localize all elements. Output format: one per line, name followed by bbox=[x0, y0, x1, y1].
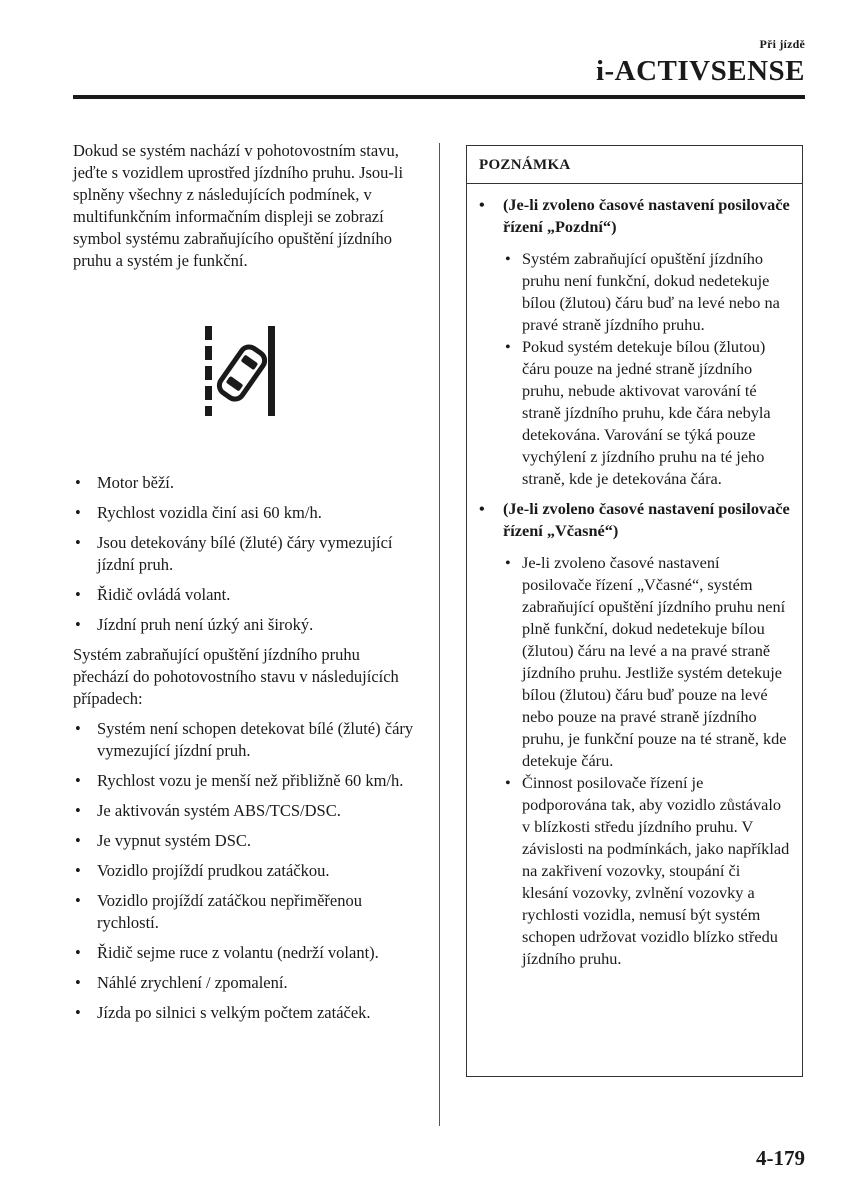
column-divider bbox=[439, 143, 440, 1126]
list-item: • Je vypnut systém DSC. bbox=[73, 830, 418, 852]
lane-departure-warning-icon bbox=[202, 326, 278, 416]
list-item: • Motor běží. bbox=[73, 472, 418, 494]
list-item: • Systém není schopen detekovat bílé (žluté) čáry vymezující jízdní pruh. bbox=[73, 718, 418, 762]
standby-paragraph: Systém zabraňující opuštění jízdního pruhu přechází do pohotovostního stavu v následujících případech: bbox=[73, 645, 399, 708]
standby-cases-list bbox=[73, 718, 418, 1024]
note-box bbox=[466, 145, 803, 1077]
list-item: • Jízda po silnici s velkým počtem zatáček. bbox=[73, 1002, 418, 1024]
list-item: • Vozidlo projíždí zatáčkou nepřiměřenou rychlostí. bbox=[73, 890, 418, 934]
list-item: • Činnost posilovače řízení je podporována tak, aby vozidlo zůstávalo v blízkosti středu jízdního pruhu. V závislosti na podmínkách, jako například na zakřivení vozovky, stoupání či klesání vozovky, zvlnění vozovky a rychlosti vozidla, nemusí být systém schopen udržovat vozidlo blízko středu jízdního pruhu. bbox=[503, 772, 790, 970]
list-item: • Pokud systém detekuje bílou (žlutou) čáru pouze na jedné straně jízdního pruhu, nebude aktivovat varování té straně jízdního pruhu, kde čára nebyla detekována. Varování se týká pouze vychýlení z jízdního pruhu na té jeho straně, kde je detekována čára. bbox=[503, 336, 790, 490]
symbol-figure bbox=[73, 326, 418, 438]
active-conditions-list bbox=[73, 472, 418, 636]
section-name: Při jízdě bbox=[759, 37, 805, 51]
page-number: 4-179 bbox=[756, 1146, 805, 1170]
left-column bbox=[73, 140, 418, 1032]
note-section-list bbox=[479, 248, 790, 490]
header-rule bbox=[73, 95, 805, 99]
list-item: • Řidič sejme ruce z volantu (nedrží volant). bbox=[73, 942, 418, 964]
note-body bbox=[467, 184, 802, 970]
page-title: i-ACTIVSENSE bbox=[595, 55, 805, 87]
list-item: • Řidič ovládá volant. bbox=[73, 584, 418, 606]
list-item: • Vozidlo projíždí prudkou zatáčkou. bbox=[73, 860, 418, 882]
note-title: POZNÁMKA bbox=[479, 157, 571, 173]
list-item: • Jízdní pruh není úzký ani široký. bbox=[73, 614, 418, 636]
note-section-heading: • (Je-li zvoleno časové nastavení posilovače řízení „Včasné“) bbox=[479, 498, 790, 542]
list-item: • Je-li zvoleno časové nastavení posilovače řízení „Včasné“, systém zabraňující opuštění jízdního pruhu není plně funkční, dokud nedetekuje bílou (žlutou) čáru na levé a na pravé straně jízdního pruhu. Jestliže systém detekuje bílou (žlutou) čáru buď pouze na levé nebo pouze na pravé straně jízdního pruhu, je funkční pouze na té straně, kde detekuje čáru. bbox=[503, 552, 790, 772]
list-item: • Rychlost vozidla činí asi 60 km/h. bbox=[73, 502, 418, 524]
list-item: • Systém zabraňující opuštění jízdního pruhu není funkční, dokud nedetekuje bílou (žlutou) čáru buď na levé nebo na pravé straně jízdního pruhu. bbox=[503, 248, 790, 336]
intro-paragraph: Dokud se systém nachází v pohotovostním stavu, jeďte s vozidlem uprostřed jízdního pruhu. Jsou-li splněny všechny z následujících podmínek, v multifunkčním informačním displeji se zobrazí symbol systému zabraňujícího opuštění jízdního pruhu a systém je funkční. bbox=[73, 141, 404, 270]
list-item: • Náhlé zrychlení / zpomalení. bbox=[73, 972, 418, 994]
note-section-list bbox=[479, 552, 790, 970]
note-section-heading: • (Je-li zvoleno časové nastavení posilovače řízení „Pozdní“) bbox=[479, 194, 790, 238]
list-item: • Jsou detekovány bílé (žluté) čáry vymezující jízdní pruh. bbox=[73, 532, 418, 576]
list-item: • Je aktivován systém ABS/TCS/DSC. bbox=[73, 800, 418, 822]
list-item: • Rychlost vozu je menší než přibližně 60 km/h. bbox=[73, 770, 418, 792]
